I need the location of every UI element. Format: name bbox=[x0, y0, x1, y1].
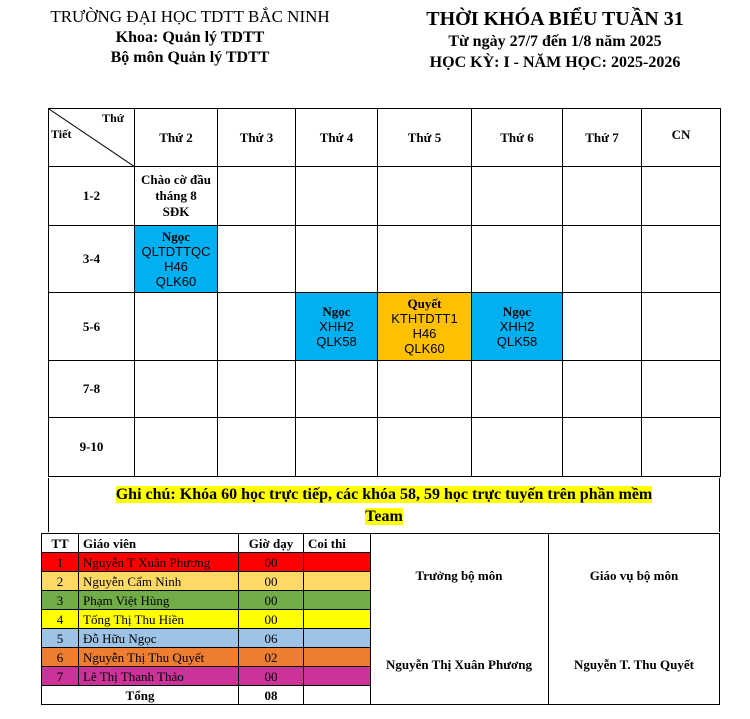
teacher-tt: 4 bbox=[42, 610, 79, 629]
teacher-tt: 7 bbox=[42, 667, 79, 686]
empty-cell bbox=[563, 293, 642, 361]
empty-cell bbox=[135, 418, 218, 477]
faculty-name: Khoa: Quản lý TDTT bbox=[115, 29, 265, 46]
event-line: QLK58 bbox=[496, 333, 538, 349]
teacher-name: Đỗ Hữu Ngọc bbox=[79, 629, 239, 648]
period-label: 9-10 bbox=[49, 418, 135, 477]
day-header: Thứ 7 bbox=[563, 109, 642, 167]
teacher-name: Phạm Việt Hùng bbox=[79, 591, 239, 610]
teacher-tt: 5 bbox=[42, 629, 79, 648]
header-left bbox=[0, 6, 380, 68]
teacher-hours: 00 bbox=[239, 610, 304, 629]
event-cell-ceremony bbox=[135, 167, 218, 226]
event-line: QLTDTTQC bbox=[141, 243, 211, 259]
empty-cell bbox=[472, 361, 563, 418]
teacher-hours: 02 bbox=[239, 648, 304, 667]
period-row bbox=[49, 361, 721, 418]
event-teacher: Ngọc bbox=[502, 303, 532, 319]
period-label: 1-2 bbox=[49, 167, 135, 226]
note-line-2: Team bbox=[365, 508, 403, 525]
teacher-hours: 00 bbox=[239, 553, 304, 572]
teacher-table bbox=[41, 533, 371, 705]
teacher-exam bbox=[304, 629, 371, 648]
teacher-name: Lê Thị Thanh Thảo bbox=[79, 667, 239, 686]
empty-cell bbox=[378, 418, 472, 477]
day-header: Thứ 4 bbox=[296, 109, 378, 167]
event-line: QLK60 bbox=[404, 341, 445, 356]
period-label: 5-6 bbox=[49, 293, 135, 361]
event-cell-ngoc-wed bbox=[296, 293, 378, 361]
empty-cell bbox=[642, 293, 721, 361]
corner-cell bbox=[49, 109, 135, 167]
term-info: HỌC KỲ: I - NĂM HỌC: 2025-2026 bbox=[429, 54, 681, 71]
empty-cell bbox=[218, 418, 296, 477]
staff-title: Giáo vụ bộ môn bbox=[589, 568, 679, 583]
event-line: Chào cờ đầu bbox=[140, 172, 212, 187]
head-title: Trưởng bộ môn bbox=[415, 568, 503, 583]
empty-cell bbox=[642, 418, 721, 477]
event-teacher: Quyết bbox=[407, 296, 442, 311]
empty-cell bbox=[296, 418, 378, 477]
teacher-hours: 00 bbox=[239, 572, 304, 591]
day-header: Thứ 2 bbox=[135, 109, 218, 167]
event-line: H46 bbox=[412, 326, 437, 341]
teacher-row bbox=[42, 667, 371, 686]
teacher-row bbox=[42, 610, 371, 629]
total-exam bbox=[304, 686, 371, 705]
empty-cell bbox=[296, 226, 378, 293]
event-teacher: Ngọc bbox=[322, 303, 351, 319]
empty-cell bbox=[296, 361, 378, 418]
empty-cell bbox=[472, 418, 563, 477]
empty-cell bbox=[642, 167, 721, 226]
corner-day-label: Thứ bbox=[102, 111, 124, 125]
day-header: Thứ 5 bbox=[378, 109, 472, 167]
col-header-teacher: Giáo viên bbox=[79, 534, 239, 553]
event-teacher: Ngọc bbox=[161, 228, 191, 244]
event-line: XHH2 bbox=[319, 318, 354, 334]
empty-cell bbox=[296, 167, 378, 226]
empty-cell bbox=[378, 167, 472, 226]
teacher-table-header bbox=[42, 534, 371, 553]
event-line: XHH2 bbox=[499, 318, 535, 334]
note-box bbox=[48, 478, 720, 532]
empty-cell bbox=[472, 167, 563, 226]
period-row bbox=[49, 418, 721, 477]
col-header-tt: TT bbox=[42, 534, 79, 553]
empty-cell bbox=[218, 226, 296, 293]
staff-name: Nguyễn T. Thu Quyết bbox=[574, 657, 694, 672]
teacher-exam bbox=[304, 648, 371, 667]
teacher-row bbox=[42, 553, 371, 572]
empty-cell bbox=[378, 361, 472, 418]
teacher-row bbox=[42, 629, 371, 648]
teacher-row bbox=[42, 648, 371, 667]
empty-cell bbox=[642, 226, 721, 293]
teacher-tt: 6 bbox=[42, 648, 79, 667]
empty-cell bbox=[563, 418, 642, 477]
empty-cell bbox=[563, 167, 642, 226]
teacher-tt: 2 bbox=[42, 572, 79, 591]
department-name: Bộ môn Quản lý TDTT bbox=[110, 49, 270, 66]
teacher-name: Nguyễn Cẩm Ninh bbox=[79, 572, 239, 591]
total-label: Tổng bbox=[42, 686, 239, 705]
col-header-hours: Giờ dạy bbox=[239, 534, 304, 553]
event-cell-ngoc-fri bbox=[472, 293, 563, 361]
period-row bbox=[49, 226, 721, 293]
teacher-exam bbox=[304, 610, 371, 629]
teacher-tt: 1 bbox=[42, 553, 79, 572]
teacher-exam bbox=[304, 667, 371, 686]
total-hours: 08 bbox=[239, 686, 304, 705]
teacher-exam bbox=[304, 553, 371, 572]
day-header: CN bbox=[642, 109, 721, 167]
teacher-exam bbox=[304, 572, 371, 591]
empty-cell bbox=[563, 361, 642, 418]
teacher-hours: 06 bbox=[239, 629, 304, 648]
schedule-title: THỜI KHÓA BIỂU TUẦN 31 bbox=[426, 8, 684, 30]
event-cell-ngoc-mon bbox=[135, 226, 218, 293]
day-header-row bbox=[49, 109, 721, 167]
teacher-name: Nguyễn T Xuân Phương bbox=[79, 553, 239, 572]
period-row bbox=[49, 167, 721, 226]
empty-cell bbox=[218, 361, 296, 418]
empty-cell bbox=[135, 361, 218, 418]
teacher-exam bbox=[304, 591, 371, 610]
teacher-hours: 00 bbox=[239, 667, 304, 686]
empty-cell bbox=[218, 293, 296, 361]
signature-divider bbox=[548, 534, 549, 704]
teacher-row bbox=[42, 572, 371, 591]
period-label: 7-8 bbox=[49, 361, 135, 418]
day-header: Thứ 6 bbox=[472, 109, 563, 167]
empty-cell bbox=[642, 361, 721, 418]
note-line-1: Ghi chú: Khóa 60 học trực tiếp, các khóa 58, 59 học trực tuyến trên phần mềm bbox=[115, 486, 653, 503]
event-line: QLK60 bbox=[155, 273, 197, 289]
teacher-total-row bbox=[42, 686, 371, 705]
empty-cell bbox=[135, 293, 218, 361]
col-header-exam: Coi thi bbox=[304, 534, 371, 553]
day-header: Thứ 3 bbox=[218, 109, 296, 167]
teacher-name: Nguyễn Thị Thu Quyết bbox=[79, 648, 239, 667]
school-name: TRƯỜNG ĐẠI HỌC TDTT BẮC NINH bbox=[50, 7, 330, 26]
empty-cell bbox=[378, 226, 472, 293]
empty-cell bbox=[218, 167, 296, 226]
head-name: Nguyễn Thị Xuân Phương bbox=[386, 657, 532, 672]
event-line: KTHTDTT1 bbox=[391, 311, 458, 326]
event-line: H46 bbox=[164, 258, 188, 274]
period-label: 3-4 bbox=[49, 226, 135, 293]
teacher-row bbox=[42, 591, 371, 610]
date-range: Từ ngày 27/7 đến 1/8 năm 2025 bbox=[448, 33, 662, 50]
period-row bbox=[49, 293, 721, 361]
empty-cell bbox=[472, 226, 563, 293]
event-line: tháng 8 bbox=[155, 188, 197, 203]
empty-cell bbox=[563, 226, 642, 293]
header-right bbox=[395, 6, 715, 74]
schedule-table bbox=[48, 108, 721, 477]
corner-period-label: Tiết bbox=[51, 127, 72, 141]
signature-box bbox=[370, 533, 720, 705]
teacher-hours: 00 bbox=[239, 591, 304, 610]
teacher-tt: 3 bbox=[42, 591, 79, 610]
event-cell-quyet-thu bbox=[378, 293, 472, 361]
event-line: SĐK bbox=[162, 204, 190, 219]
event-line: QLK58 bbox=[316, 333, 357, 349]
teacher-name: Tống Thị Thu Hiền bbox=[79, 610, 239, 629]
